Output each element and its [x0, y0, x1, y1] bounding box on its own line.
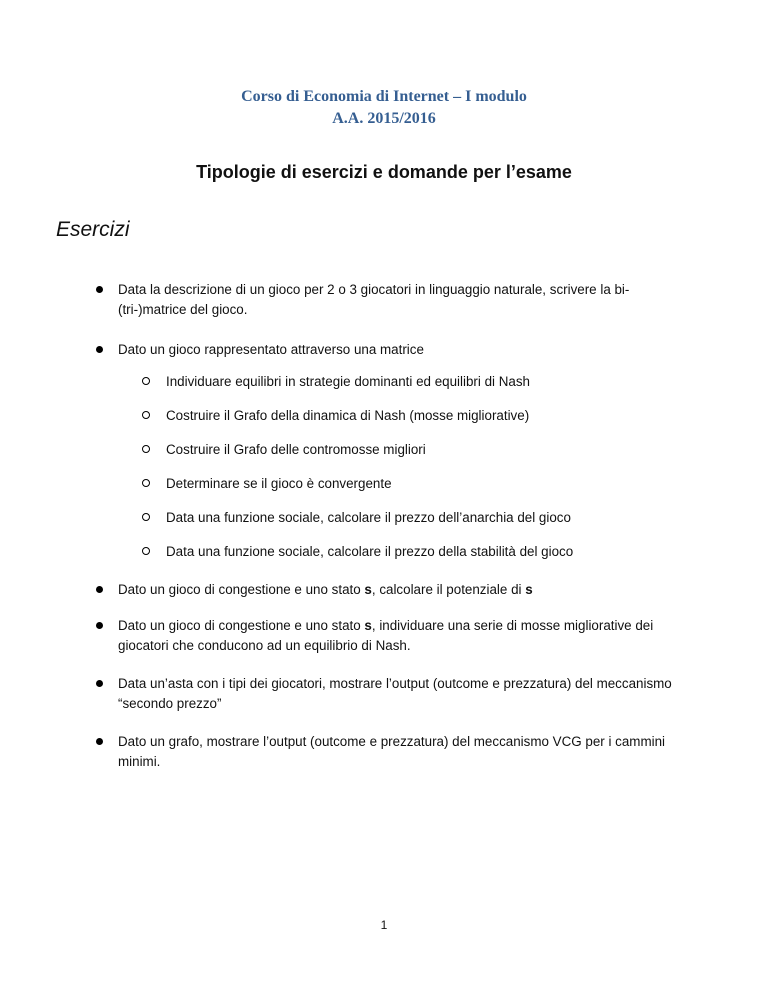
- bullet-icon: [96, 622, 103, 629]
- circle-bullet-icon: [142, 411, 150, 419]
- bullet-icon: [96, 738, 103, 745]
- course-name: Corso di Economia di Internet – I modulo: [241, 88, 527, 105]
- circle-bullet-icon: [142, 513, 150, 521]
- page-number: 1: [380, 918, 388, 932]
- bullet-icon: [96, 286, 103, 293]
- list-item-text: Dato un grafo, mostrare l’output (outcome e prezzatura) del meccanismo VCG per i cammini minimi.: [118, 734, 666, 769]
- list-item-text: Dato un gioco di congestione e uno stato s, individuare una serie di mosse migliorative dei giocatori che conducono ad un equilibrio di Nash.: [118, 618, 654, 653]
- sub-item-text: Costruire il Grafo della dinamica di Nash (mosse migliorative): [166, 408, 530, 423]
- academic-year: A.A. 2015/2016: [332, 110, 436, 127]
- sub-item-text: Individuare equilibri in strategie dominanti ed equilibri di Nash: [166, 374, 530, 389]
- sub-item-text: Costruire il Grafo delle contromosse migliori: [166, 442, 426, 457]
- section-heading-esercizi: Esercizi: [56, 218, 130, 241]
- list-item-text: Data la descrizione di un gioco per 2 o 3 giocatori in linguaggio naturale, scrivere la bi-(tri-)matrice del gioco.: [118, 282, 630, 317]
- sub-item-text: Data una funzione sociale, calcolare il prezzo della stabilità del gioco: [166, 544, 574, 559]
- sub-item-text: Determinare se il gioco è convergente: [166, 476, 392, 491]
- circle-bullet-icon: [142, 377, 150, 385]
- list-item-text: Dato un gioco rappresentato attraverso una matrice: [118, 342, 424, 357]
- list-item-text: Data un’asta con i tipi dei giocatori, mostrare l’output (outcome e prezzatura) del meccanismo “secondo prezzo”: [118, 676, 672, 711]
- bullet-icon: [96, 586, 103, 593]
- bullet-icon: [96, 680, 103, 687]
- circle-bullet-icon: [142, 479, 150, 487]
- bullet-icon: [96, 346, 103, 353]
- circle-bullet-icon: [142, 547, 150, 555]
- document-title: Tipologie di esercizi e domande per l’esame: [196, 162, 572, 182]
- sub-item-text: Data una funzione sociale, calcolare il prezzo dell’anarchia del gioco: [166, 510, 571, 525]
- circle-bullet-icon: [142, 445, 150, 453]
- list-item-text: Dato un gioco di congestione e uno stato s, calcolare il potenziale di s: [118, 582, 533, 597]
- course-header: [0, 86, 768, 130]
